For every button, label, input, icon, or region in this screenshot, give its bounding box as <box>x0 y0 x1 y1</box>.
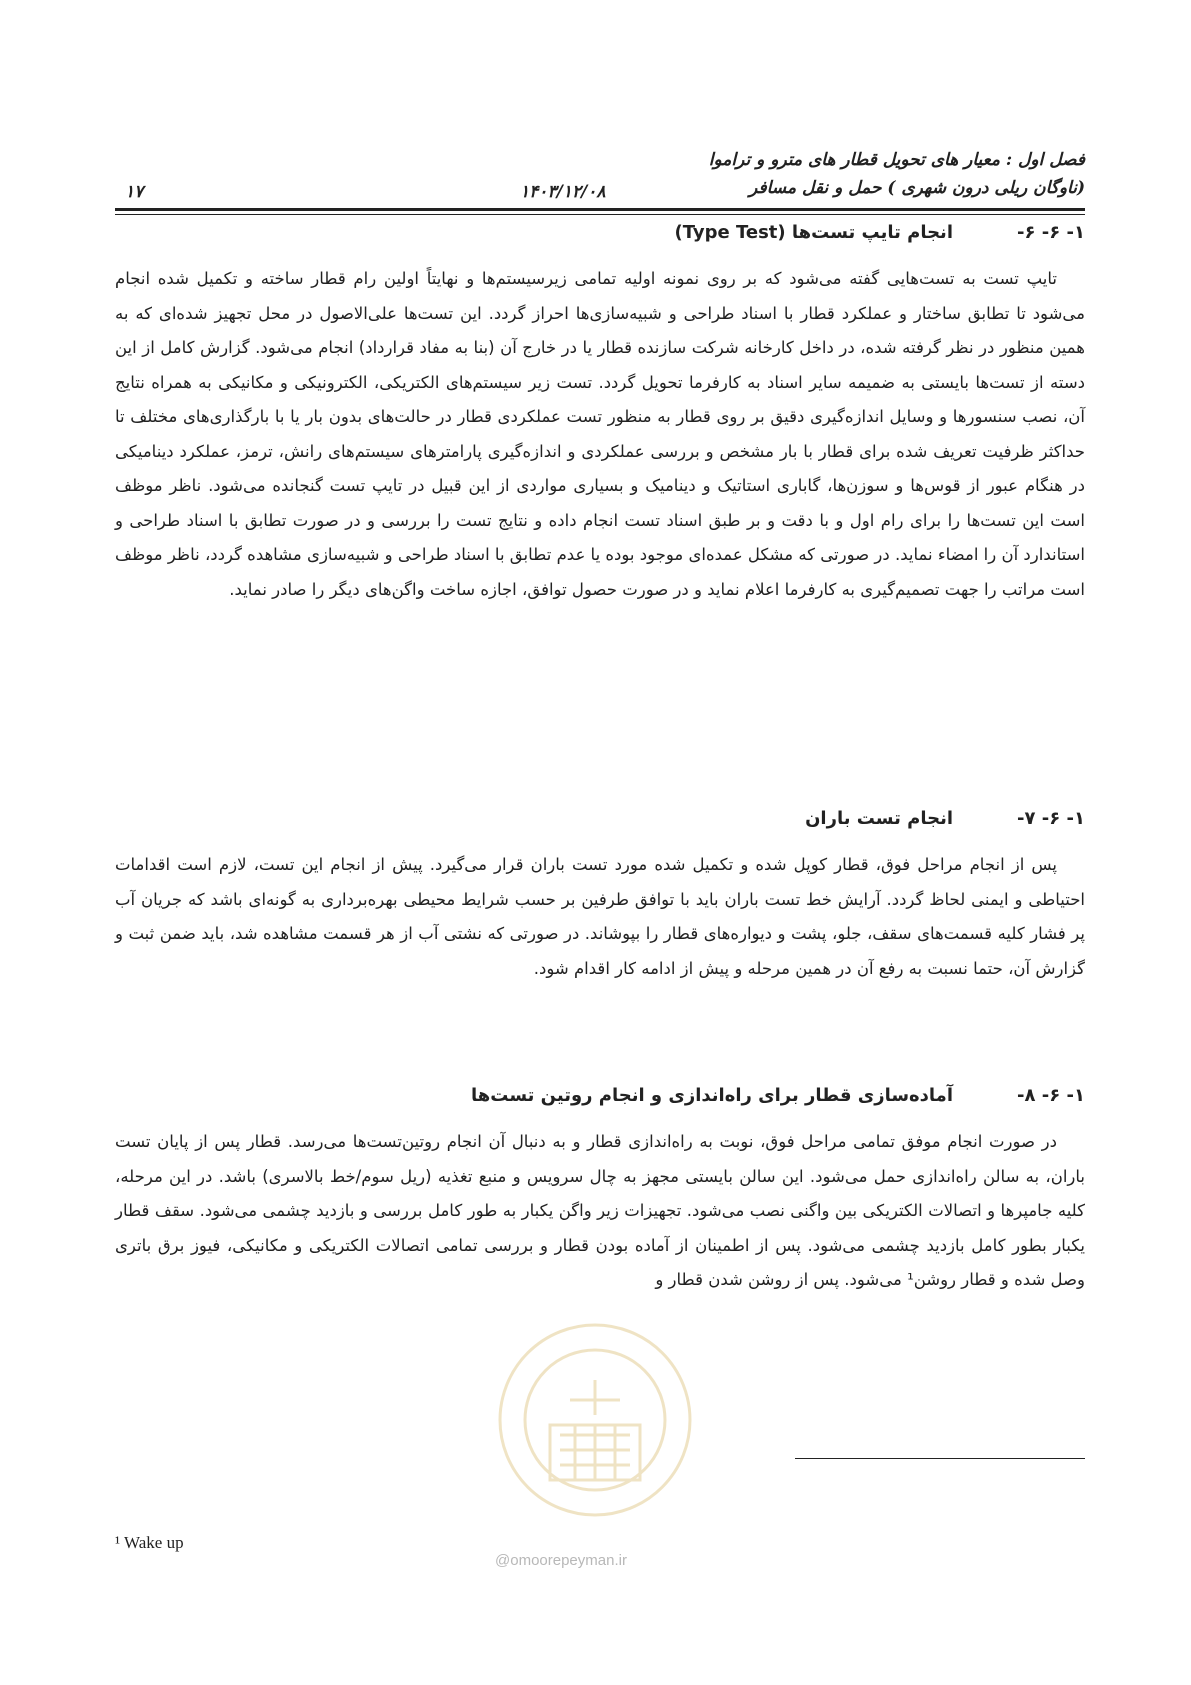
section-type-test <box>115 222 1085 607</box>
header-rule-thin <box>115 214 1085 215</box>
chapter-subtitle: (ناوگان ریلی درون شهری ) حمل و نقل مسافر <box>749 178 1085 198</box>
chapter-title: فصل اول : معیار های تحویل قطار های مترو و تراموا <box>708 150 1085 170</box>
header-rule-thick <box>115 208 1085 211</box>
section-number: ۱- ۶- ۷- <box>1017 808 1085 829</box>
page-header <box>115 150 1085 230</box>
section-commissioning <box>115 1085 1085 1298</box>
section-number: ۱- ۶- ۶- <box>1017 222 1085 243</box>
section-rain-test <box>115 808 1085 986</box>
section-body: تایپ تست به تست‌هایی گفته می‌شود که بر روی نمونه اولیه تمامی زیرسیستم‌ها و نهایتاً اولین رام قطار ساخته و تکمیل شده انجام می‌شود تا تطابق ساختار و عملکرد قطار با اسناد طراحی و شبیه‌سازی‌ها احراز گردد. این تست‌ها علی‌الاصول در محل تجهیز شده‌ای که به همین منظور در نظر گرفته شده، در داخل کارخانه شرکت سازنده قطار یا در خارج آن (بنا به مفاد قرارداد) انجام می‌شود. گزارش کامل از این دسته از تست‌ها بایستی به ضمیمه سایر اسناد به کارفرما تحویل گردد. تست زیر سیستم‌های الکتریکی، الکترونیکی و مکانیکی به همراه نتایج آن، نصب سنسورها و وسایل اندازه‌گیری دقیق بر روی قطار به منظور تست عملکردی قطار در حالت‌های بدون بار یا با بارگذاری‌های مختلف تا حداکثر ظرفیت تعریف شده برای قطار با بار مشخص و بررسی عملکردی و اندازه‌گیری پارامترهای سیستم‌های رانش، ترمز، عملکرد دینامیکی در هنگام عبور از قوس‌ها و سوزن‌ها، گاباری استاتیک و دینامیک و بسیاری مواردی از این قبیل در تایپ تست گنجانده می‌شود. ناظر موظف است این تست‌ها را برای رام اول و با دقت و بر طبق اسناد تست انجام داده و نتایج تست را بررسی و در صورت تطابق با اسناد طراحی و استاندارد آن را امضاء نماید. در صورتی که مشکل عمده‌ای موجود بوده یا عدم تطابق با اسناد طراحی و شبیه‌سازی مشاهده گردد، ناظر موظف است مراتب را جهت تصمیم‌گیری به کارفرما اعلام نماید و در صورت حصول توافق، اجازه ساخت واگن‌های دیگر را صادر نماید. <box>115 269 1085 599</box>
section-number: ۱- ۶- ۸- <box>1017 1085 1085 1106</box>
section-title: آماده‌سازی قطار برای راه‌اندازی و انجام روتین تست‌ها <box>471 1085 953 1106</box>
watermark-seal-icon <box>490 1305 700 1535</box>
section-heading <box>115 222 1085 252</box>
section-body: در صورت انجام موفق تمامی مراحل فوق، نوبت به راه‌اندازی قطار و به دنبال آن انجام روتین‌تست‌ها می‌رسد. قطار پس از پایان تست باران، به سالن راه‌اندازی حمل می‌شود. این سالن بایستی مجهز به چال سرویس و منبع تغذیه (ریل سوم/خط بالاسری) باشد. در این مرحله، کلیه جامپرها و اتصالات الکتریکی بین واگنی نصب می‌شود. تجهیزات زیر واگن یکبار به طور کامل بررسی و بازدید چشمی می‌شود. سقف قطار یکبار بطور کامل بازدید چشمی می‌شود. پس از اطمینان از آماده بودن قطار و بررسی تمامی اتصالات الکتریکی و مکانیکی، فیوز برق باتری وصل شده و قطار روشن¹ می‌شود. پس از روشن شدن قطار و <box>115 1132 1085 1289</box>
section-heading <box>115 1085 1085 1115</box>
footnote: ¹ Wake up <box>115 1533 184 1552</box>
header-date: ۱۴۰۳/۱۲/۰۸ <box>520 182 606 202</box>
section-title: انجام تست باران <box>805 808 953 829</box>
section-body: پس از انجام مراحل فوق، قطار کوپل شده و تکمیل شده مورد تست باران قرار می‌گیرد. پیش از انجام این تست، لازم است اقدامات احتیاطی و ایمنی لحاظ گردد. آرایش خط تست باران باید با توافق طرفین بر حسب شرایط محیطی بهره‌برداری به گونه‌ای باشد که جریان آب پر فشار کلیه قسمت‌های سقف، جلو، پشت و دیواره‌های قطار را بپوشاند. در صورتی که نشتی آب از هر قسمت مشاهده شد، باید ضمن ثبت و گزارش آن، حتما نسبت به رفع آن در همین مرحله و پیش از ادامه کار اقدام شود. <box>115 855 1085 978</box>
footnote-rule <box>795 1458 1085 1459</box>
section-heading <box>115 808 1085 838</box>
page-number: ۱۷ <box>125 182 144 202</box>
watermark-text: @omoorepeyman.ir <box>495 1552 627 1569</box>
section-title: انجام تایپ تست‌ها (Type Test) <box>674 222 953 243</box>
